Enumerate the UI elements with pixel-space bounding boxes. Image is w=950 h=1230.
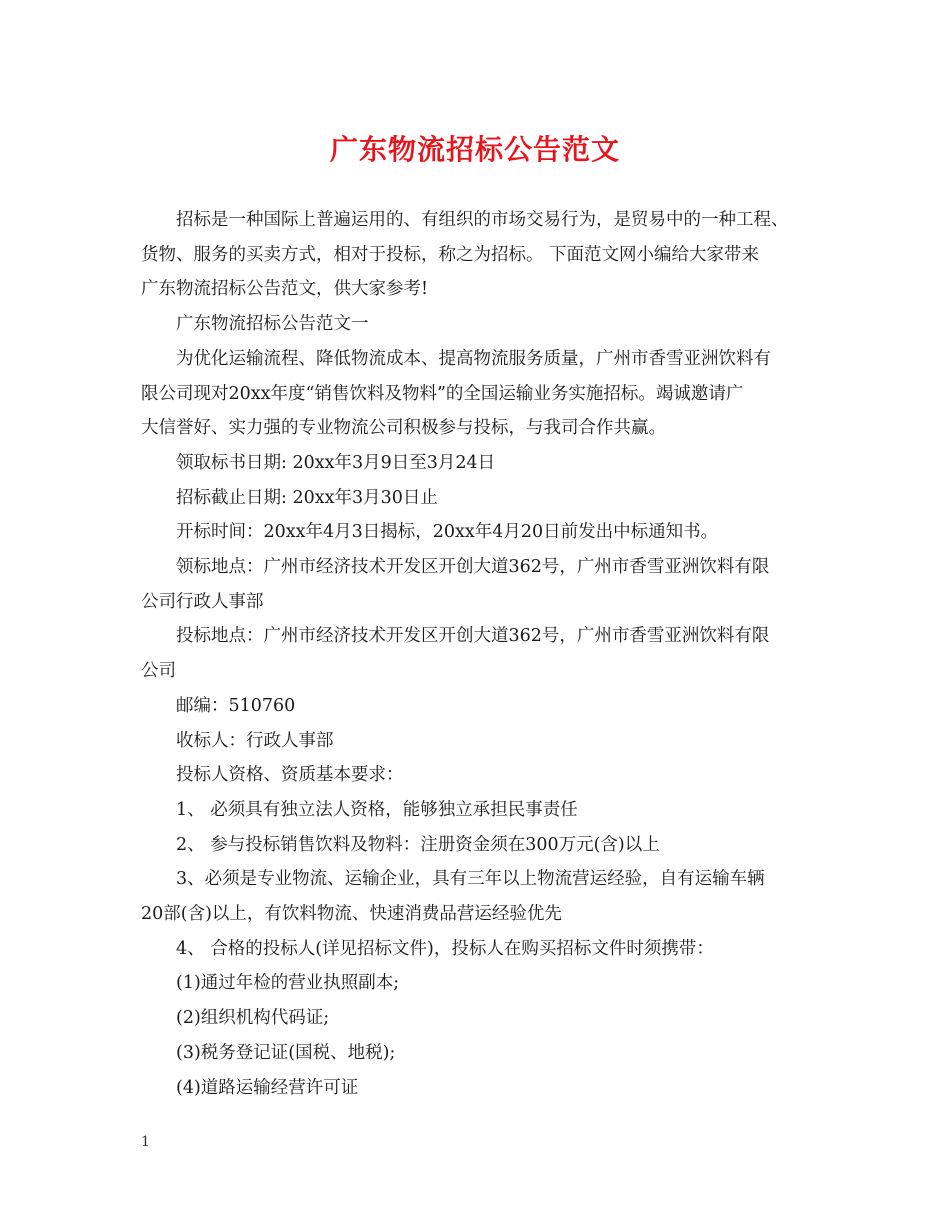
text-line: (1)通过年检的营业执照副本;	[176, 973, 400, 994]
text-line: 公司行政人事部	[141, 591, 264, 612]
text-line: 开标时间：20xx年4月3日揭标，20xx年4月20日前发出中标通知书。	[176, 522, 719, 543]
text-line: 货物、服务的买卖方式，相对于投标，称之为招标。 下面范文网小编给大家带来	[141, 244, 760, 265]
text-line: 收标人：行政人事部	[176, 730, 334, 751]
text-line: 20部(含)以上，有饮料物流、快速消费品营运经验优先	[141, 904, 562, 925]
document-body	[141, 203, 821, 1105]
text-line: 领标地点：广州市经济技术开发区开创大道362号，广州市香雪亚洲饮料有限	[176, 557, 770, 578]
text-line: 广东物流招标公告范文一	[176, 314, 369, 335]
text-line: (3)税务登记证(国税、地税);	[176, 1042, 396, 1063]
text-line: 2、 参与投标销售饮料及物料：注册资金须在300万元(含)以上	[176, 834, 660, 855]
text-line: 投标地点：广州市经济技术开发区开创大道362号，广州市香雪亚洲饮料有限	[176, 626, 770, 647]
document-title: 广东物流招标公告范文	[329, 133, 620, 166]
text-line: 1、 必须具有独立法人资格，能够独立承担民事责任	[176, 799, 578, 820]
text-line: 限公司现对20xx年度“销售饮料及物料”的全国运输业务实施招标。竭诚邀请广	[141, 383, 744, 404]
text-line: (2)组织机构代码证;	[176, 1008, 330, 1029]
text-line: 招标是一种国际上普遍运用的、有组织的市场交易行为，是贸易中的一种工程、	[176, 210, 789, 230]
text-line: 为优化运输流程、降低物流成本、提高物流服务质量，广州市香雪亚洲饮料有	[176, 348, 771, 369]
page-number: 1	[141, 1134, 150, 1150]
text-line: 大信誉好、实力强的专业物流公司积极参与投标，与我司合作共赢。	[141, 418, 666, 439]
text-line: (4)道路运输经营许可证	[176, 1077, 359, 1098]
text-line: 邮编：510760	[176, 695, 296, 716]
text-line: 广东物流招标公告范文，供大家参考!	[141, 279, 429, 300]
text-line: 投标人资格、资质基本要求：	[176, 765, 404, 786]
text-line: 公司	[141, 661, 176, 682]
text-line: 领取标书日期: 20xx年3月9日至3月24日	[176, 452, 496, 473]
text-line: 招标截止日期: 20xx年3月30日止	[176, 487, 438, 508]
text-line: 4、 合格的投标人(详见招标文件)，投标人在购买招标文件时须携带：	[176, 938, 714, 959]
text-line: 3、必须是专业物流、运输企业，具有三年以上物流营运经验，自有运输车辆	[176, 869, 765, 890]
